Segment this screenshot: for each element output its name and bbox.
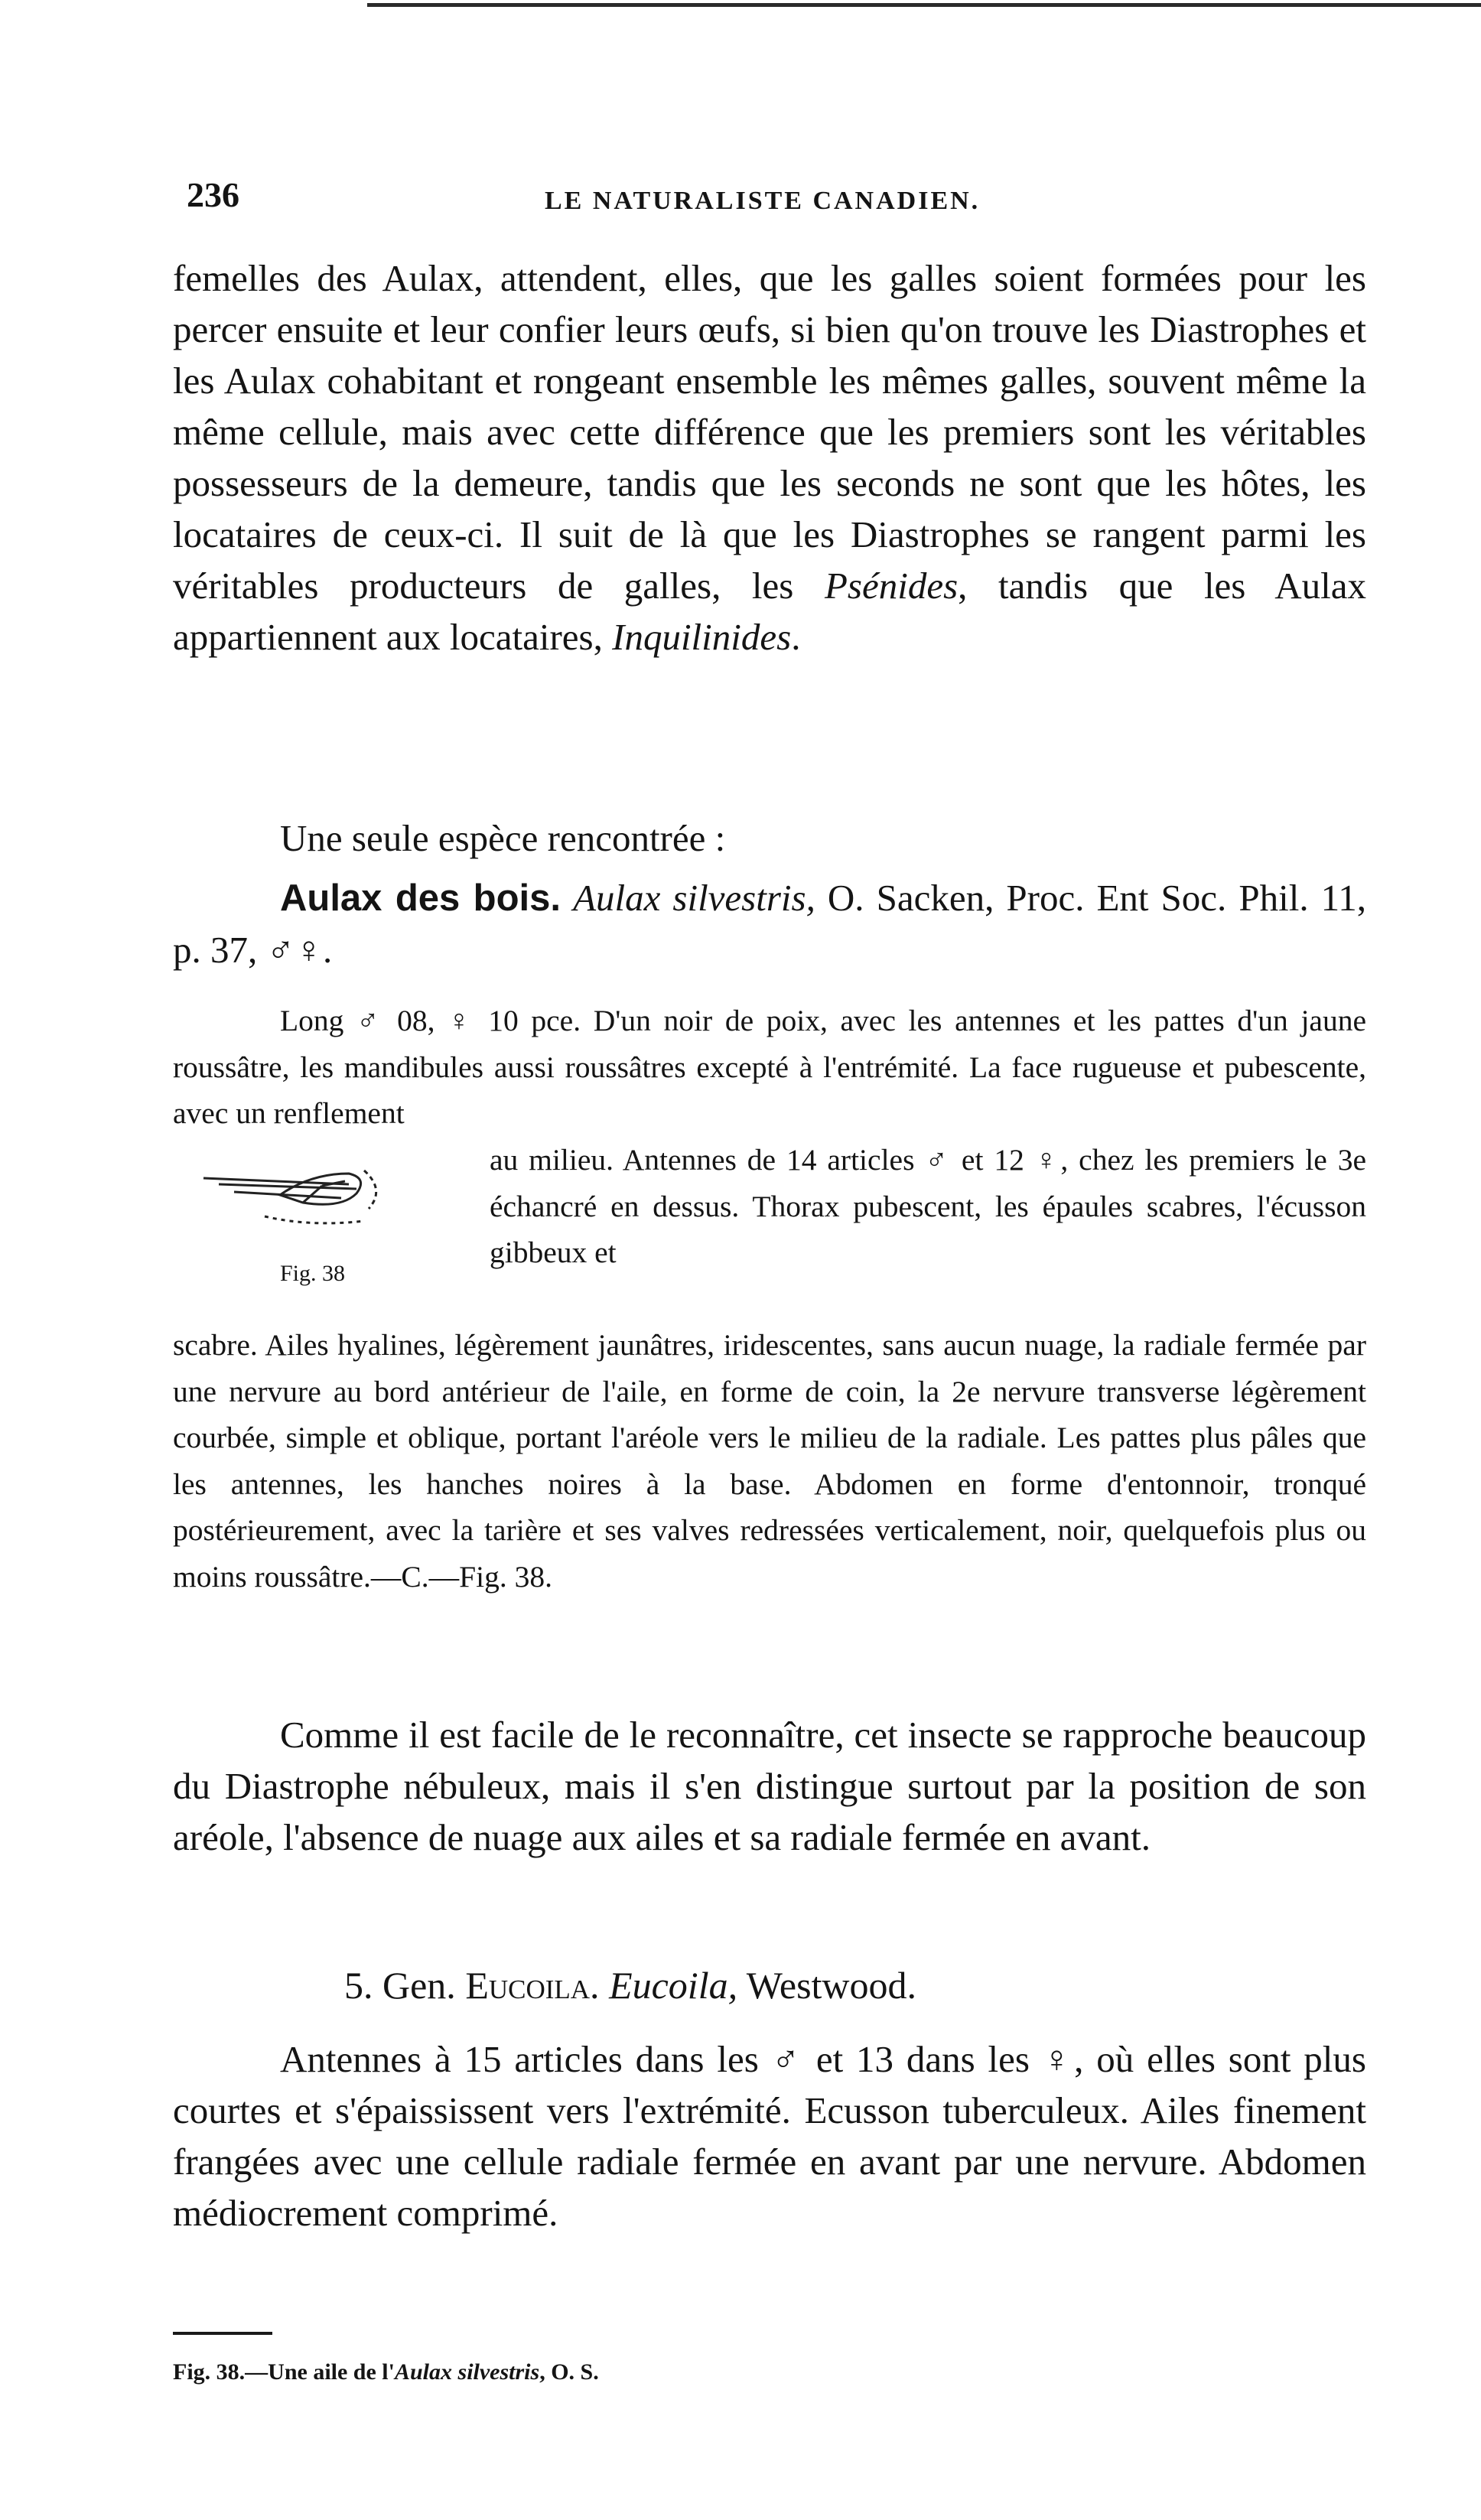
journal-title: LE NATURALISTE CANADIEN. [545, 187, 981, 215]
genus-name-caps: Eucoila. [465, 1964, 600, 2007]
footnote-italic: Aulax silvestris [394, 2359, 540, 2385]
genus-name-italic: Eucoila, [609, 1964, 738, 2007]
comparison-paragraph: Comme il est facile de le reconnaître, cet insecte se rapproche beaucoup du Diastrophe nébuleux, mais il s'en distingue surtout par la position de son aréole, l'absence de nuage aux ailes et sa radiale fermée en avant. [173, 1714, 1366, 1858]
paragraph-text-end: . [791, 616, 801, 658]
species-latin-name: Aulax silvestris, [573, 877, 815, 919]
paragraph-text: femelles des Aulax, attendent, elles, que les galles soient formées pour les percer ensuite et leur confier leurs œufs, si bien qu'on trouve les Diastrophes et les Aulax cohabitant et rongeant ensemble les mêmes galles, souvent même la même cellule, mais avec cette différence que les premiers sont les véritables possesseurs de la demeure, tandis que les seconds ne sont que les hôtes, les locataires de ceux-ci. Il suit de là que les Diastrophes se rangent parmi les véritables producteurs de galles, les [173, 257, 1366, 607]
footnote [173, 2359, 599, 2385]
species-description-top: Long ♂ 08, ♀ 10 pce. D'un noir de poix, avec les antennes et les pattes d'un jaune roussâtre, les mandibules aussi roussâtres excepté à l'entrémité. La face rugueuse et pubescente, avec un renflement [173, 1004, 1366, 1130]
page-number: 236 [187, 175, 239, 214]
species-citation: O. Sacken, Proc. Ent Soc. Phil. 11, p. 37, ♂♀. [173, 877, 1367, 971]
species-intro: Une seule espèce rencontrée : [280, 817, 726, 859]
italic-term-psenides: Psénides [824, 565, 959, 607]
italic-term-inquilinides: Inquilinides [612, 616, 792, 658]
insect-wing-illustration-icon [188, 1148, 418, 1255]
species-heading [173, 872, 1366, 975]
running-header [187, 174, 1357, 220]
paragraph-continuation [173, 252, 1366, 663]
genus-heading [344, 1963, 916, 2007]
species-description-beside-figure: au milieu. Antennes de 14 articles ♂ et 12 ♀, chez les premiers le 3e échancré en dessus. Thorax pubescent, les épaules scabres, l'écusson gibbeux et [490, 1143, 1366, 1269]
genus-author: Westwood. [746, 1964, 917, 2007]
paragraph-text-mid: , tandis que les Aulax appartiennent aux locataires, [173, 565, 1367, 658]
species-common-name: Aulax des bois. [280, 877, 561, 919]
figure-38 [173, 1148, 509, 1323]
species-description-bottom: scabre. Ailes hyalines, légèrement jaunâtres, iridescentes, sans aucun nuage, la radiale fermée par une nervure au bord antérieur de l'aile, en forme de coin, la 2e nervure transverse légèrement courbée, simple et oblique, portant l'aréole vers le milieu de la radiale. Les pattes plus pâles que les antennes, les hanches noires à la base. Abdomen en forme d'entonnoir, tronqué postérieurement, avec la tarière et ses valves redressées verticalement, noir, quelquefois plus ou moins roussâtre.—C.—Fig. 38. [173, 1328, 1366, 1594]
figure-label: Fig. 38 [280, 1261, 346, 1286]
footnote-suffix: , O. S. [539, 2359, 599, 2385]
genus-number: 5. Gen. [344, 1964, 456, 2007]
top-border-line [367, 3, 1481, 7]
footnote-divider [173, 2332, 272, 2335]
footnote-prefix: Fig. 38.—Une aile de l' [173, 2359, 395, 2385]
genus-description-paragraph: Antennes à 15 articles dans les ♂ et 13 dans les ♀, où elles sont plus courtes et s'épaississent vers l'extrémité. Ecusson tuberculeux. Ailes finement frangées avec une cellule radiale fermée en avant par une nervure. Abdomen médiocrement comprimé. [173, 2038, 1366, 2234]
